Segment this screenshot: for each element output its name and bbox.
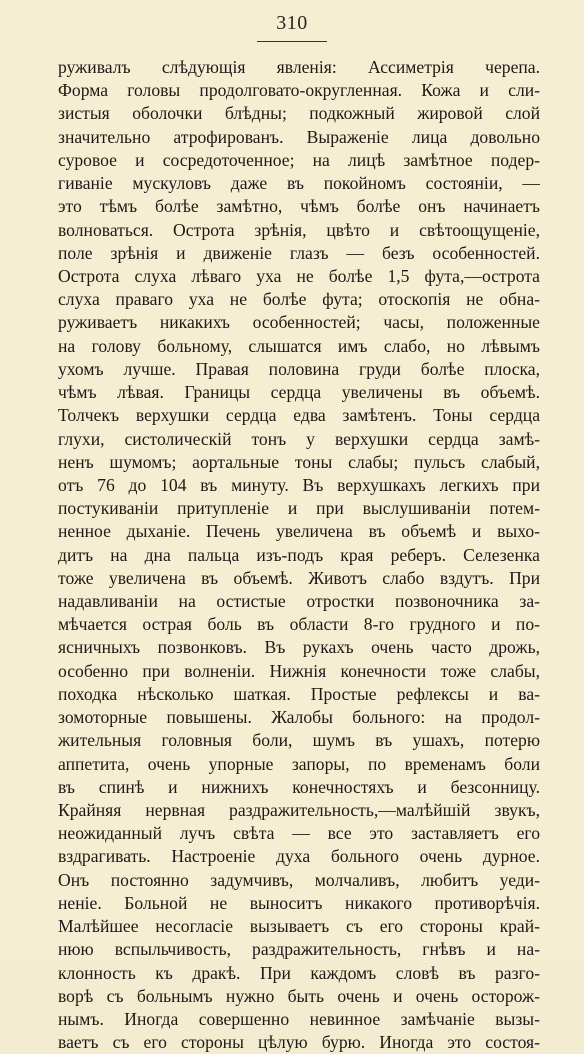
text-line: отъ 76 до 104 въ минуту. Въ верхушкахъ легкихъ при bbox=[58, 474, 540, 495]
text-line: клонность къ дракѣ. При каждомъ словѣ въ разго- bbox=[58, 962, 540, 983]
text-line: руживалъ слѣдующія явленія: Ассиметрія черепа. bbox=[58, 57, 540, 77]
body-text bbox=[58, 56, 540, 1054]
text-line: тоже увеличена въ объемѣ. Животъ слабо вздутъ. При bbox=[58, 567, 540, 588]
text-line: неніе. Больной не выноситъ никакого противорѣчія. bbox=[58, 892, 540, 913]
text-line: Форма головы продолговато-округленная. Кожа и сли- bbox=[58, 80, 540, 101]
text-line: слуха праваго уха не болѣе фута; отоскопія не обна- bbox=[58, 289, 540, 310]
text-line: Толчекъ верхушки сердца едва замѣтенъ. Тоны сердца bbox=[58, 405, 540, 426]
text-line: походка нѣсколько шаткая. Простые рефлексы и ва- bbox=[58, 683, 540, 704]
text-line: ненъ шумомъ; аортальные тоны слабы; пульсъ слабый, bbox=[58, 451, 540, 472]
text-line: руживаетъ никакихъ особенностей; часы, положенные bbox=[58, 312, 540, 333]
text-line: Онъ постоянно задумчивъ, молчаливъ, любитъ уеди- bbox=[58, 869, 540, 890]
text-line: вздрагивать. Настроеніе духа больного очень дурное. bbox=[58, 846, 540, 867]
text-line: особенно при волненіи. Нижнія конечности тоже слабы, bbox=[58, 660, 540, 681]
text-line: зистыя оболочки блѣдны; подкожный жировой слой bbox=[58, 103, 540, 124]
text-line: на голову больному, слышатся имъ слабо, но лѣвымъ bbox=[58, 335, 540, 356]
text-line: волноваться. Острота зрѣнія, цвѣто и свѣтоощущеніе, bbox=[58, 219, 540, 240]
text-line: постукиваніи притупленіе и при выслушиваніи потем- bbox=[58, 498, 540, 519]
text-line: поле зрѣнія и движеніе глазъ — безъ особенностей. bbox=[58, 242, 540, 263]
text-line: ненное дыханіе. Печень увеличена въ объемѣ и выхо- bbox=[58, 521, 540, 542]
text-line: жительныя головныя боли, шумъ въ ушахъ, потерю bbox=[58, 730, 540, 751]
text-line: ухомъ лучше. Правая половина груди болѣе плоска, bbox=[58, 358, 540, 379]
page-number: 310 bbox=[276, 12, 308, 34]
text-line: мѣчается острая боль въ области 8-го грудного и по- bbox=[58, 614, 540, 635]
text-line: въ спинѣ и нижнихъ конечностяхъ и безсонницу. bbox=[58, 776, 540, 797]
text-line: надавливаніи на остистые отростки позвоночника за- bbox=[58, 591, 540, 612]
text-line: ворѣ съ больнымъ нужно быть очень и очень осторож- bbox=[58, 985, 540, 1006]
text-line: значительно атрофированъ. Выраженіе лица довольно bbox=[58, 126, 540, 147]
text-line: это тѣмъ болѣе замѣтно, чѣмъ болѣе онъ начинаетъ bbox=[58, 196, 540, 217]
text-line: зомоторные повышены. Жалобы больного: на продол- bbox=[58, 707, 540, 728]
text-line: нымъ. Иногда совершенно невинное замѣчаніе вызы- bbox=[58, 1008, 540, 1029]
text-line: Малѣйшее несогласіе вызываетъ съ его стороны край- bbox=[58, 916, 540, 937]
text-line: глухи, систолическій тонъ у верхушки сердца замѣ- bbox=[58, 428, 540, 449]
text-line: чѣмъ лѣвая. Границы сердца увеличены въ объемѣ. bbox=[58, 382, 540, 403]
text-line: нюю вспыльчивость, раздражительность, гнѣвъ и на- bbox=[58, 939, 540, 960]
text-line: Острота слуха лѣваго уха не болѣе 1,5 фута,—острота bbox=[58, 265, 540, 286]
text-line: гиваніе мускуловъ даже въ покойномъ состояніи, — bbox=[58, 173, 540, 194]
text-line: аппетита, очень упорные запоры, по временамъ боли bbox=[58, 753, 540, 774]
text-line: ясничныхъ позвонковъ. Въ рукахъ очень часто дрожь, bbox=[58, 637, 540, 658]
text-line: суровое и сосредоточенное; на лицѣ замѣтное подер- bbox=[58, 149, 540, 170]
text-line: ваетъ съ его стороны цѣлую бурю. Иногда это состоя- bbox=[58, 1032, 540, 1053]
text-line: неожиданный лучъ свѣта — все это заставляетъ его bbox=[58, 823, 540, 844]
header-rule bbox=[257, 41, 327, 42]
text-line: дитъ на дна пальца изъ-подъ края реберъ. Селезенка bbox=[58, 544, 540, 565]
text-line: Крайняя нервная раздражительность,—малѣйшій звукъ, bbox=[58, 800, 540, 820]
